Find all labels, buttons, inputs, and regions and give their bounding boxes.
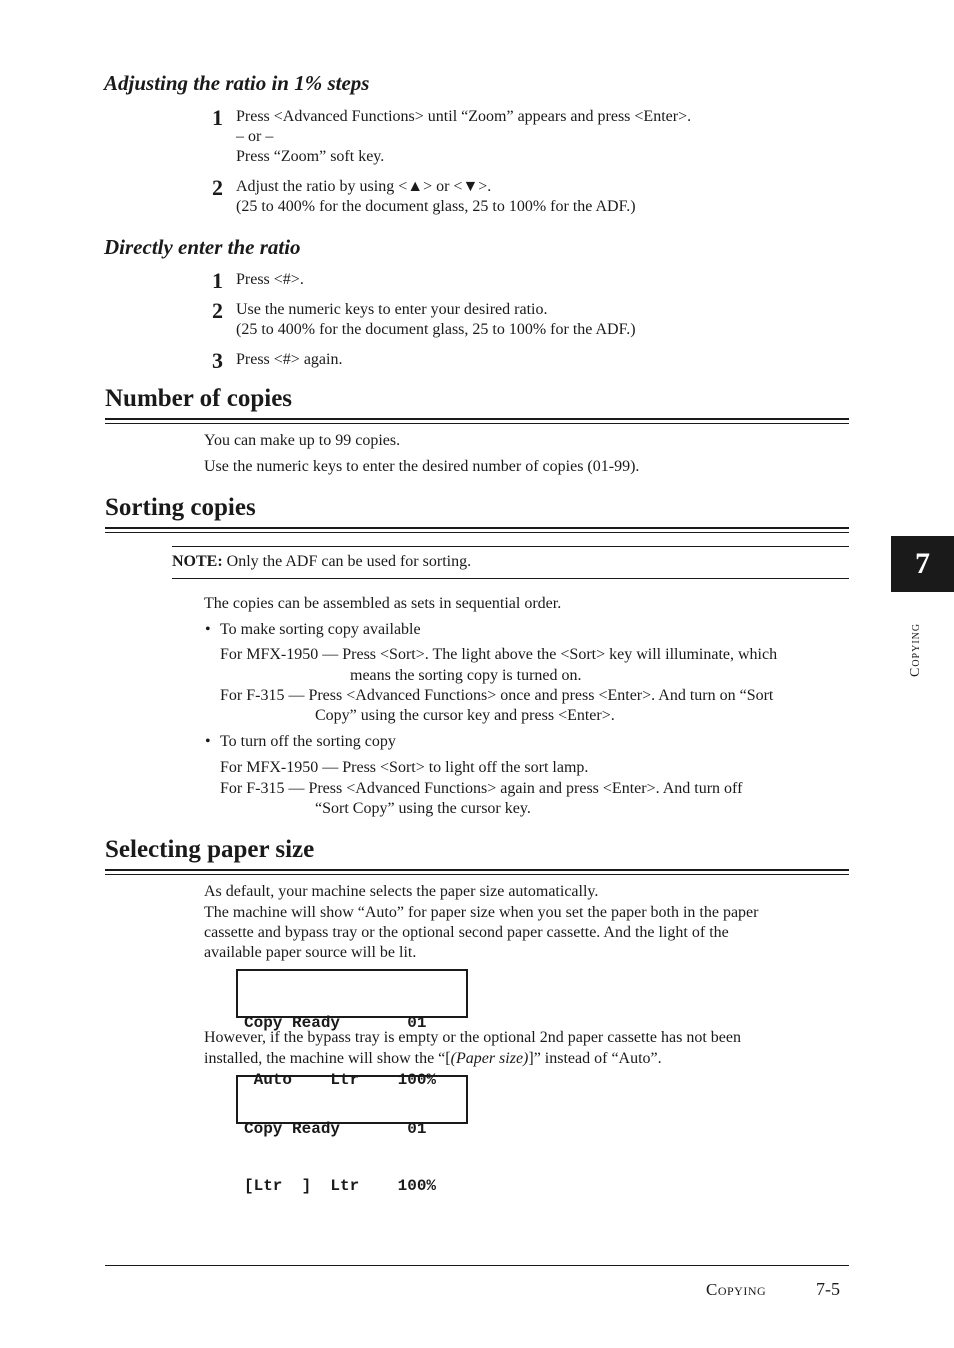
section-heading-sorting: Sorting copies (105, 494, 256, 521)
paragraph: You can make up to 99 copies. (204, 432, 401, 449)
indented-text: For MFX-1950 — Press <Sort>. The light above the <Sort> key will illuminate, which (220, 646, 778, 663)
step-text: (25 to 400% for the document glass, 25 to 100% for the ADF.) (236, 198, 636, 215)
bullet-icon: • (205, 733, 211, 750)
paragraph: Use the numeric keys to enter the desired number of copies (01-99). (204, 458, 640, 475)
section-rule (105, 869, 849, 875)
step-text: Press “Zoom” soft key. (236, 148, 385, 165)
indented-text: For MFX-1950 — Press <Sort> to light off the sort lamp. (220, 759, 589, 776)
step-text: Press <Advanced Functions> until “Zoom” appears and press <Enter>. (236, 108, 692, 125)
paragraph: As default, your machine selects the paper size automatically. (204, 883, 599, 900)
step-number: 1 (212, 268, 223, 293)
text-run: installed, the machine will show the “[ (204, 1050, 451, 1067)
step-number: 2 (212, 175, 223, 200)
lcd-line: Auto Ltr 100% (244, 1071, 437, 1089)
subsection-heading-direct: Directly enter the ratio (104, 235, 301, 259)
indented-text: “Sort Copy” using the cursor key. (315, 800, 531, 817)
step-number: 1 (212, 105, 223, 130)
step-text: Use the numeric keys to enter your desired ratio. (236, 301, 548, 318)
step-number: 2 (212, 298, 223, 323)
lcd-line: Copy Ready 01 (244, 1120, 427, 1138)
indented-text: means the sorting copy is turned on. (350, 667, 582, 684)
lcd-display-paper-size (236, 1075, 468, 1195)
lcd-line: [Ltr ] Ltr 100% (244, 1177, 437, 1195)
indented-text: For F-315 — Press <Advanced Functions> once and press <Enter>. And turn on “Sort (220, 687, 774, 704)
footer-rule (105, 1265, 849, 1266)
step-text: Press <#>. (236, 271, 304, 288)
step-number: 3 (212, 348, 223, 373)
paragraph: However, if the bypass tray is empty or the optional 2nd paper cassette has not been (204, 1029, 741, 1046)
subsection-heading-adjust: Adjusting the ratio in 1% steps (104, 71, 370, 95)
section-rule (105, 418, 849, 424)
lcd-line: Copy Ready 01 (244, 1014, 427, 1032)
text-run: ]” instead of “Auto”. (528, 1050, 662, 1067)
step-text: – or – (236, 128, 274, 145)
paragraph: cassette and bypass tray or the optional second paper cassette. And the light of the (204, 924, 729, 941)
step-text: (25 to 400% for the document glass, 25 to 100% for the ADF.) (236, 321, 636, 338)
indented-text: For F-315 — Press <Advanced Functions> again and press <Enter>. And turn off (220, 780, 743, 797)
paragraph: The machine will show “Auto” for paper size when you set the paper both in the paper (204, 904, 759, 921)
note-text: Only the ADF can be used for sorting. (226, 553, 472, 570)
note-box (172, 546, 849, 579)
chapter-tab: 7 (891, 536, 954, 592)
section-heading-copies: Number of copies (105, 385, 293, 412)
section-heading-paper-size: Selecting paper size (105, 836, 315, 863)
paragraph: The copies can be assembled as sets in sequential order. (204, 595, 562, 612)
indented-text: Copy” using the cursor key and press <Enter>. (315, 707, 615, 724)
bullet-text: To turn off the sorting copy (220, 733, 396, 750)
paragraph (204, 1049, 662, 1069)
section-rule (105, 527, 849, 533)
step-text: Press <#> again. (236, 351, 343, 368)
bullet-text: To make sorting copy available (220, 621, 421, 638)
paragraph: available paper source will be lit. (204, 944, 417, 961)
footer-section: Copying (706, 1280, 767, 1299)
text-run-italic: (Paper size) (450, 1050, 529, 1067)
step-text: Adjust the ratio by using <▲> or <▼>. (236, 178, 492, 195)
chapter-tab-label: Copying (908, 622, 923, 678)
note-label: NOTE: (172, 553, 223, 570)
bullet-icon: • (205, 621, 211, 638)
page-number: 7-5 (816, 1279, 840, 1299)
